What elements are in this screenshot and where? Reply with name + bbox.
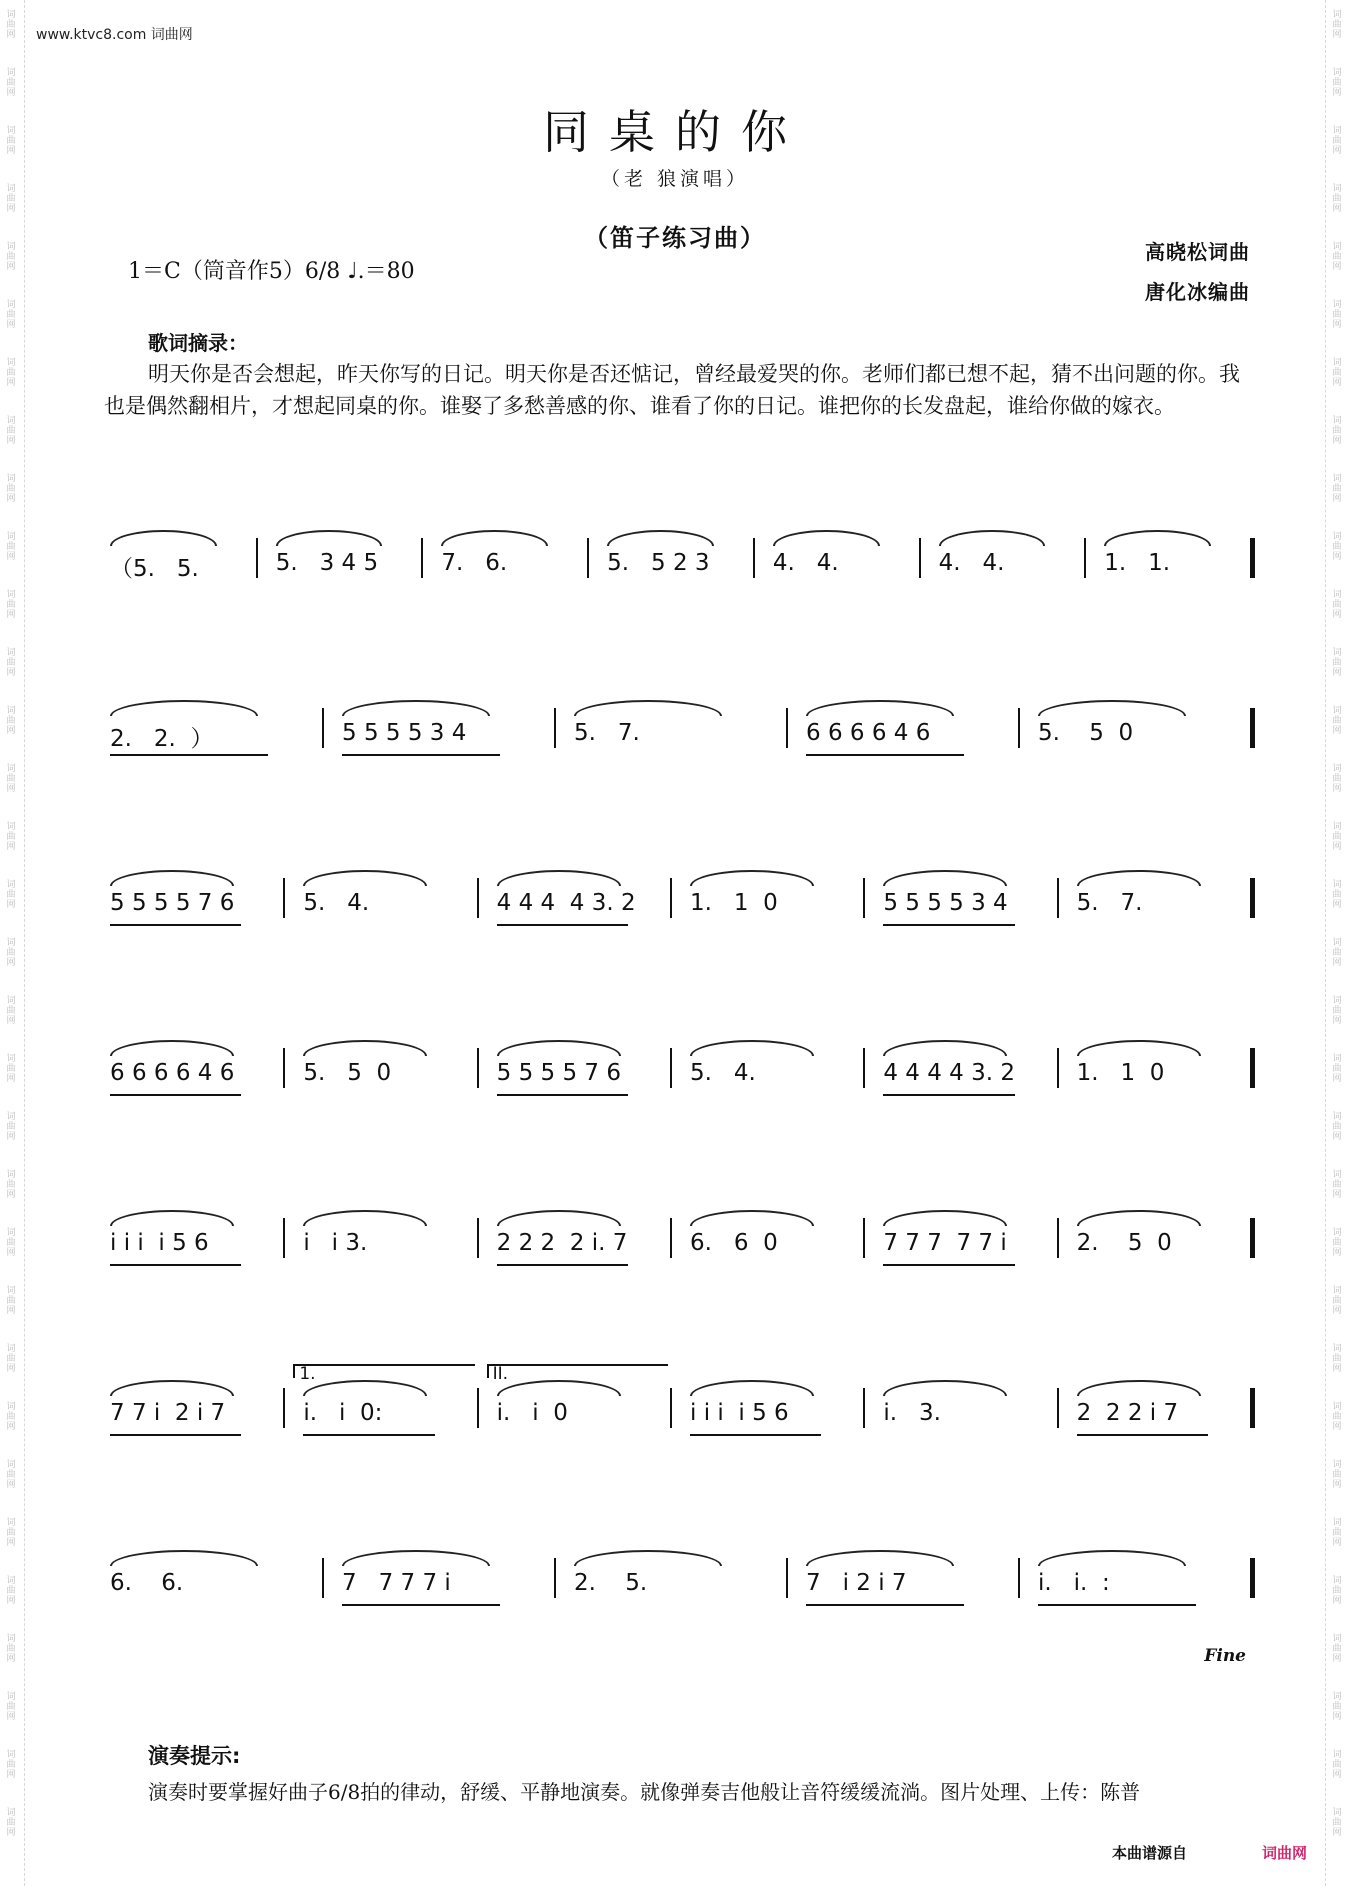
slur xyxy=(574,700,722,716)
watermark-glyph: 词曲网 xyxy=(6,590,16,620)
barline xyxy=(1057,1388,1059,1428)
slur xyxy=(497,870,621,886)
slur xyxy=(690,870,814,886)
slur xyxy=(110,1550,258,1566)
watermark-glyph: 词曲网 xyxy=(6,1054,16,1084)
beam-underline xyxy=(110,754,268,756)
barline xyxy=(283,878,285,918)
final-barline xyxy=(1250,878,1255,918)
slur xyxy=(806,1550,954,1566)
barline xyxy=(1018,1558,1020,1598)
watermark-glyph: 词曲网 xyxy=(1332,1460,1342,1490)
measure: 4 4 4 4 3. 2 xyxy=(883,1060,1015,1086)
barline xyxy=(1018,708,1020,748)
watermark-glyph: 词曲网 xyxy=(1332,706,1342,736)
beam-underline xyxy=(1038,1604,1196,1606)
volta-bracket xyxy=(293,1364,474,1378)
measure: 5 5 5 5 3 4 xyxy=(342,720,467,746)
slur xyxy=(1038,1550,1186,1566)
watermark-glyph: 词曲网 xyxy=(1332,1576,1342,1606)
slur xyxy=(110,1210,234,1226)
measure: i. 3. xyxy=(883,1400,941,1426)
slur xyxy=(1077,870,1201,886)
watermark-glyph: 词曲网 xyxy=(1332,1286,1342,1316)
barline xyxy=(786,708,788,748)
fine-mark: Fine xyxy=(1204,1646,1246,1666)
barline xyxy=(283,1218,285,1258)
measure: 5. 4. xyxy=(303,890,370,916)
watermark-glyph: 词曲网 xyxy=(1332,416,1342,446)
barline xyxy=(670,1218,672,1258)
score-line xyxy=(96,860,1256,940)
slur xyxy=(690,1380,814,1396)
beam-underline xyxy=(342,754,500,756)
slur xyxy=(110,1040,234,1056)
watermark-glyph: 词曲网 xyxy=(1332,1518,1342,1548)
measure: 5 5 5 5 7 6 xyxy=(110,890,235,916)
measure: 6. 6 0 xyxy=(690,1230,778,1256)
watermark-glyph: 词曲网 xyxy=(1332,474,1342,504)
score-line xyxy=(96,690,1256,770)
watermark-glyph: 词曲网 xyxy=(1332,590,1342,620)
score-line xyxy=(96,1030,1256,1110)
measure: i. i 0 xyxy=(496,1400,568,1426)
volta-label: II. xyxy=(492,1364,509,1384)
final-barline xyxy=(1250,538,1255,578)
slur xyxy=(303,1040,427,1056)
measure: 1. 1 0 xyxy=(690,890,778,916)
slur xyxy=(303,1380,427,1396)
watermark-glyph: 词曲网 xyxy=(1332,938,1342,968)
watermark-glyph: 词曲网 xyxy=(6,1808,16,1838)
page-title: 同桌的你 xyxy=(543,105,807,159)
measure: 7 i 2 i 7 xyxy=(806,1570,907,1596)
arranger-credit: 唐化冰编曲 xyxy=(1145,280,1250,304)
measure: 5. 4. xyxy=(690,1060,756,1086)
watermark-glyph: 词曲网 xyxy=(1332,880,1342,910)
watermark-glyph: 词曲网 xyxy=(6,1576,16,1606)
final-barline xyxy=(1250,1048,1255,1088)
watermark-glyph: 词曲网 xyxy=(1332,1054,1342,1084)
measure: 5. 3 4 5 xyxy=(275,550,379,576)
slur xyxy=(342,700,490,716)
barline xyxy=(477,1388,479,1428)
watermark-glyph: 词曲网 xyxy=(1332,1170,1342,1200)
lyrics-heading: 歌词摘录： xyxy=(148,331,248,355)
slur xyxy=(883,870,1007,886)
barline xyxy=(863,1218,865,1258)
slur xyxy=(110,530,217,546)
source-site: 词曲网 xyxy=(1262,1844,1308,1862)
measure: i i 3. xyxy=(303,1230,368,1256)
watermark-glyph: 词曲网 xyxy=(1332,764,1342,794)
watermark-glyph: 词曲网 xyxy=(6,1170,16,1200)
slur xyxy=(497,1040,621,1056)
volta-bracket xyxy=(487,1364,668,1378)
barline xyxy=(863,1388,865,1428)
barline xyxy=(863,1048,865,1088)
barline xyxy=(554,708,556,748)
slur xyxy=(303,870,427,886)
barline xyxy=(477,878,479,918)
watermark-glyph: 词曲网 xyxy=(6,10,16,40)
slur xyxy=(110,700,258,716)
measure: 5. 5 0 xyxy=(1038,720,1134,746)
barline xyxy=(587,538,589,578)
score-line xyxy=(96,520,1256,600)
watermark-glyph: 词曲网 xyxy=(6,474,16,504)
watermark-glyph: 词曲网 xyxy=(1332,68,1342,98)
beam-underline xyxy=(342,1604,500,1606)
final-barline xyxy=(1250,1558,1255,1598)
measure: 6 6 6 6 4 6 xyxy=(110,1060,235,1086)
slur xyxy=(1104,530,1211,546)
subtitle: （笛子练习曲） xyxy=(584,223,766,252)
measure: 5. 7. xyxy=(1076,890,1143,916)
measure: 2. 5. xyxy=(574,1570,648,1596)
watermark-glyph: 词曲网 xyxy=(1332,358,1342,388)
watermark-glyph: 词曲网 xyxy=(6,938,16,968)
watermark-glyph: 词曲网 xyxy=(6,242,16,272)
watermark-glyph: 词曲网 xyxy=(6,764,16,794)
watermark-glyph: 词曲网 xyxy=(1332,648,1342,678)
measure: 5 5 5 5 7 6 xyxy=(496,1060,622,1086)
beam-underline xyxy=(690,1434,821,1436)
score-line xyxy=(96,1200,1256,1280)
barline xyxy=(670,1388,672,1428)
barline xyxy=(322,708,324,748)
measure: 7. 6. xyxy=(441,550,508,576)
beam-underline xyxy=(110,1264,241,1266)
beam-underline xyxy=(497,1264,628,1266)
measure: i i i i 5 6 xyxy=(690,1400,789,1426)
barline xyxy=(786,1558,788,1598)
barline xyxy=(1057,1048,1059,1088)
slur xyxy=(342,1550,490,1566)
measure: 4 4 4 4 3. 2 xyxy=(496,890,636,916)
measure: i i i i 5 6 xyxy=(110,1230,209,1256)
key-signature: 1＝C（筒音作5）6/8 ♩.＝80 xyxy=(128,259,415,284)
tips-text: 演奏时要掌握好曲子6/8拍的律动，舒缓、平静地演奏。就像弹奏吉他般让音符缓缓流淌。图片处理、上传：陈普 xyxy=(148,1780,1141,1804)
watermark-glyph: 词曲网 xyxy=(6,1518,16,1548)
slur xyxy=(303,1210,427,1226)
slur xyxy=(1077,1040,1201,1056)
measure: 5. 5 0 xyxy=(303,1060,392,1086)
slur xyxy=(690,1040,814,1056)
barline xyxy=(670,1048,672,1088)
barline xyxy=(322,1558,324,1598)
beam-underline xyxy=(110,924,241,926)
measure: 4. 4. xyxy=(772,550,839,576)
watermark-glyph: 词曲网 xyxy=(1332,242,1342,272)
barline xyxy=(1057,1218,1059,1258)
watermark-glyph: 词曲网 xyxy=(6,1460,16,1490)
measure: i. i 0: xyxy=(303,1400,383,1426)
watermark-glyph: 词曲网 xyxy=(6,996,16,1026)
slur xyxy=(1077,1380,1201,1396)
lyricist-credit: 高晓松词曲 xyxy=(1145,240,1250,264)
watermark-glyph: 词曲网 xyxy=(6,822,16,852)
beam-underline xyxy=(303,1434,434,1436)
slur xyxy=(883,1380,1007,1396)
barline xyxy=(1084,538,1086,578)
singer-line: （老 狼演唱） xyxy=(600,168,750,190)
beam-underline xyxy=(497,1094,628,1096)
watermark-glyph: 词曲网 xyxy=(1332,184,1342,214)
watermark-glyph: 词曲网 xyxy=(1332,126,1342,156)
watermark-glyph: 词曲网 xyxy=(6,1112,16,1142)
barline xyxy=(554,1558,556,1598)
barline xyxy=(477,1048,479,1088)
measure: 5. 7. xyxy=(574,720,640,746)
slur xyxy=(939,530,1046,546)
barline xyxy=(421,538,423,578)
measure: （5. 5. xyxy=(110,556,199,582)
barline xyxy=(256,538,258,578)
measure: 1. 1. xyxy=(1104,550,1171,576)
barline xyxy=(919,538,921,578)
watermark-glyph: 词曲网 xyxy=(6,300,16,330)
measure: 6. 6. xyxy=(110,1570,184,1596)
beam-underline xyxy=(110,1094,241,1096)
watermark-glyph: 词曲网 xyxy=(1332,300,1342,330)
watermark-glyph: 词曲网 xyxy=(6,1402,16,1432)
watermark-glyph: 词曲网 xyxy=(6,1228,16,1258)
slur xyxy=(1038,700,1186,716)
watermark-glyph: 词曲网 xyxy=(1332,1228,1342,1258)
measure: 5 5 5 5 3 4 xyxy=(883,890,1008,916)
slur xyxy=(110,870,234,886)
slur xyxy=(441,530,548,546)
site-url: www.ktvc8.com 词曲网 xyxy=(36,27,193,43)
measure: 2 2 2 2 i. 7 xyxy=(496,1230,628,1256)
slur xyxy=(607,530,714,546)
measure: 2. 2. ） xyxy=(110,726,214,752)
slur xyxy=(773,530,880,546)
barline xyxy=(283,1048,285,1088)
watermark-glyph: 词曲网 xyxy=(1332,1750,1342,1780)
watermark-glyph: 词曲网 xyxy=(1332,822,1342,852)
final-barline xyxy=(1250,1218,1255,1258)
beam-underline xyxy=(806,1604,964,1606)
watermark-glyph: 词曲网 xyxy=(1332,1402,1342,1432)
slur xyxy=(574,1550,722,1566)
watermark-glyph: 词曲网 xyxy=(1332,1808,1342,1838)
slur xyxy=(110,1380,234,1396)
beam-underline xyxy=(883,924,1014,926)
volta-label: 1. xyxy=(299,1364,316,1384)
right-watermark-strip xyxy=(1325,0,1350,1886)
watermark-glyph: 词曲网 xyxy=(6,358,16,388)
watermark-glyph: 词曲网 xyxy=(6,126,16,156)
watermark-glyph: 词曲网 xyxy=(1332,1692,1342,1722)
left-watermark-strip xyxy=(0,0,25,1886)
barline xyxy=(863,878,865,918)
slur xyxy=(276,530,383,546)
measure: i. i. : xyxy=(1038,1570,1110,1596)
slur xyxy=(883,1040,1007,1056)
score-line xyxy=(96,1364,1256,1450)
slur xyxy=(497,1210,621,1226)
beam-underline xyxy=(497,924,628,926)
measure: 2 2 2 i 7 xyxy=(1076,1400,1179,1426)
final-barline xyxy=(1250,1388,1255,1428)
beam-underline xyxy=(1077,1434,1208,1436)
score-line xyxy=(96,1540,1256,1620)
slur xyxy=(806,700,954,716)
watermark-glyph: 词曲网 xyxy=(1332,10,1342,40)
watermark-glyph: 词曲网 xyxy=(1332,532,1342,562)
watermark-glyph: 词曲网 xyxy=(6,1344,16,1374)
watermark-glyph: 词曲网 xyxy=(6,416,16,446)
watermark-glyph: 词曲网 xyxy=(6,648,16,678)
watermark-glyph: 词曲网 xyxy=(1332,1344,1342,1374)
barline xyxy=(283,1388,285,1428)
slur xyxy=(690,1210,814,1226)
barline xyxy=(1057,878,1059,918)
watermark-glyph: 词曲网 xyxy=(6,1692,16,1722)
watermark-glyph: 词曲网 xyxy=(1332,996,1342,1026)
source-label: 本曲谱源自 xyxy=(1112,1844,1188,1862)
measure: 7 7 7 7 i xyxy=(342,1570,451,1596)
slur xyxy=(883,1210,1007,1226)
measure: 7 7 i 2 i 7 xyxy=(110,1400,226,1426)
measure: 6 6 6 6 4 6 xyxy=(806,720,931,746)
slur xyxy=(497,1380,621,1396)
measure: 5. 5 2 3 xyxy=(607,550,710,576)
slur xyxy=(1077,1210,1201,1226)
watermark-glyph: 词曲网 xyxy=(6,184,16,214)
watermark-glyph: 词曲网 xyxy=(6,1634,16,1664)
watermark-glyph: 词曲网 xyxy=(6,1286,16,1316)
final-barline xyxy=(1250,708,1255,748)
lyrics-text: 明天你是否会想起，昨天你写的日记。明天你是否还惦记，曾经最爱哭的你。老师们都已想不起，猜不出问题的你。我也是偶然翻相片，才想起同桌的你。谁娶了多愁善感的你、谁看了你的日记。谁把你的长发盘起，谁给你做的嫁衣。 xyxy=(104,362,1240,418)
watermark-glyph: 词曲网 xyxy=(6,706,16,736)
watermark-glyph: 词曲网 xyxy=(1332,1634,1342,1664)
tips-heading: 演奏提示: xyxy=(148,1744,241,1768)
beam-underline xyxy=(883,1094,1014,1096)
beam-underline xyxy=(110,1434,241,1436)
watermark-glyph: 词曲网 xyxy=(6,880,16,910)
measure: 2. 5 0 xyxy=(1076,1230,1172,1256)
watermark-glyph: 词曲网 xyxy=(6,1750,16,1780)
barline xyxy=(477,1218,479,1258)
watermark-glyph: 词曲网 xyxy=(6,532,16,562)
watermark-glyph: 词曲网 xyxy=(6,68,16,98)
beam-underline xyxy=(806,754,964,756)
measure: 7 7 7 7 7 i xyxy=(883,1230,1007,1256)
beam-underline xyxy=(883,1264,1014,1266)
measure: 4. 4. xyxy=(938,550,1005,576)
watermark-glyph: 词曲网 xyxy=(1332,1112,1342,1142)
measure: 1. 1 0 xyxy=(1076,1060,1165,1086)
barline xyxy=(670,878,672,918)
barline xyxy=(753,538,755,578)
